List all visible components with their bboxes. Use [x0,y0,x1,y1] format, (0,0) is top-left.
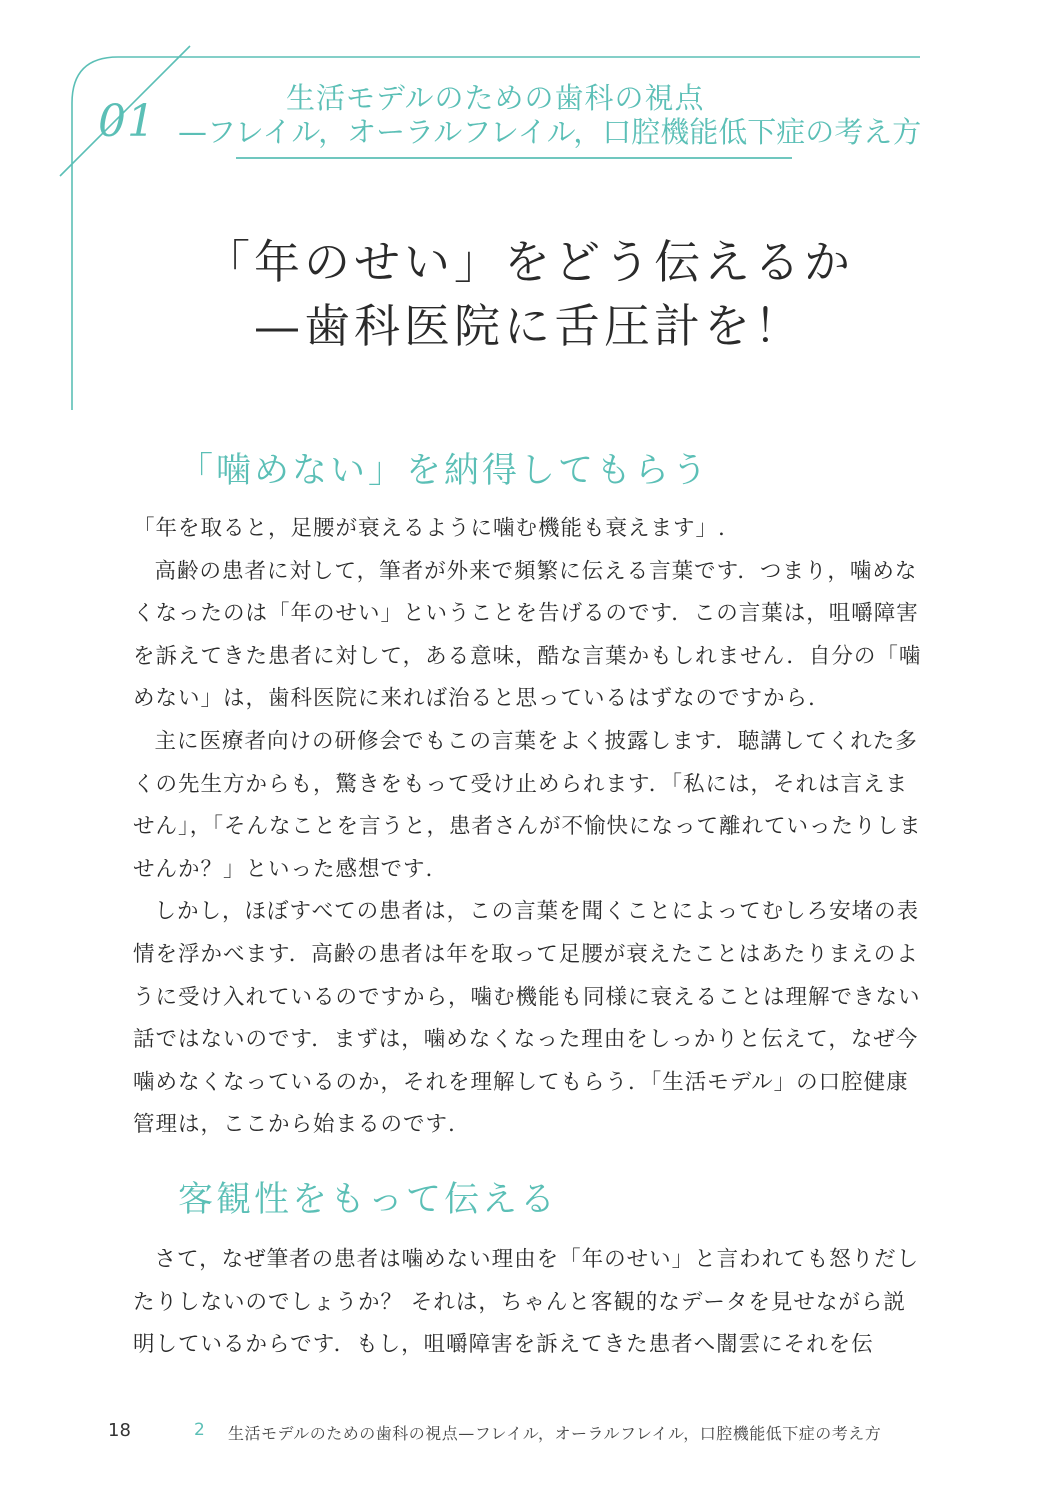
section-heading: 「噛めない」を納得してもらう [178,451,711,491]
page-footer [0,1420,1058,1444]
section-body [133,508,923,1147]
paragraph: 主に医療者向けの研修会でもこの言葉をよく披露します．聴講してくれた多くの先生方からも，驚きをもって受け止められます．「私には，それは言えません」，「そんなことを言うと，患者さんが不愉快になって離れていったりしませんか？」といった感想です. [133,728,922,882]
section-heading: 客観性をもって伝える [178,1180,559,1220]
section-body [133,1239,923,1367]
article-title-line1: 「年のせい」をどう伝えるか [204,235,854,289]
paragraph: さて，なぜ筆者の患者は噛めない理由を「年のせい」と言われても怒りだしたりしないのでしょうか？ それは，ちゃんと客観的なデータを見せながら説明しているからです．もし，咀嚼障害を訴えてきた患者へ闇雲にそれを伝 [133,1247,920,1358]
section-title-line1: 生活モデルのための歯科の視点 [286,81,705,115]
section-title-line2: —フレイル，オーラルフレイル，口腔機能低下症の考え方 [178,115,922,149]
footer-chapter-number: 2 [194,1420,205,1440]
chapter-number: 01 [98,96,156,147]
article-title-line2: —歯科医院に舌圧計を！ [254,299,804,353]
paragraph: しかし，ほぼすべての患者は，この言葉を聞くことによってむしろ安堵の表情を浮かべます．高齢の患者は年を取って足腰が衰えたことはあたりまえのように受け入れているのですから，噛む機能も同様に衰えることは理解できない話ではないのです．まずは，噛めなくなった理由をしっかりと伝えて，なぜ今噛めなくなっているのか，それを理解してもらう．「生活モデル」の口腔健康管理は，ここから始まるのです. [133,899,921,1138]
paragraph: 高齢の患者に対して，筆者が外来で頻繁に伝える言葉です．つまり，噛めなくなったのは「年のせい」ということを告げるのです．この言葉は，咀嚼障害を訴えてきた患者に対して，ある意味，酷な言葉かもしれません．自分の「噛めない」は，歯科医院に来れば治ると思っているはずなのですから. [133,558,922,712]
page-number: 18 [108,1420,131,1441]
header-decoration [0,0,1058,420]
paragraph: 「年を取ると，足腰が衰えるように噛む機能も衰えます」. [133,516,726,541]
running-title: 生活モデルのための歯科の視点—フレイル，オーラルフレイル，口腔機能低下症の考え方 [228,1424,882,1443]
